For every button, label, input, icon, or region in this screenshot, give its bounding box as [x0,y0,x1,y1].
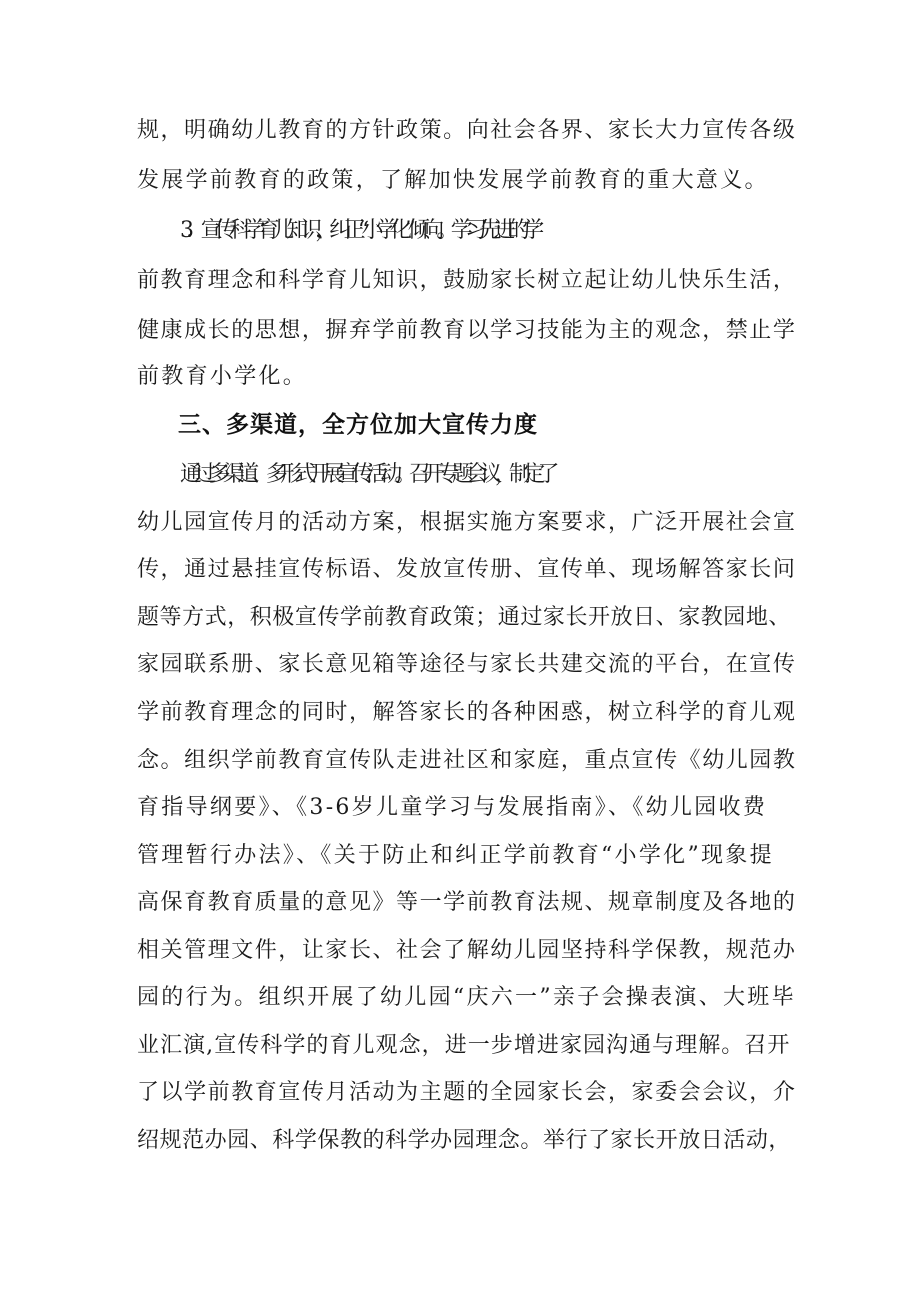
paragraph-line: 念。组织学前教育宣传队走进社区和家庭，重点宣传《幼儿园教 [137,748,797,773]
paragraph-line: 业汇演,宣传科学的育儿观念，进一步增进家园沟通与理解。召开 [137,1033,791,1058]
paragraph-line: 管理暂行办法》、《关于防止和纠正学前教育“小学化”现象提 [137,843,774,868]
paragraph-line: 育指导纲要》、《3-6岁儿童学习与发展指南》、《幼儿园收费 [137,795,768,820]
paragraph-line: 通过多渠道、多形式开展宣传活动。召开专题会议，制定了 [180,462,552,487]
paragraph-line: 前教育理念和科学育儿知识，鼓励家长树立起让幼儿快乐生活， [137,268,797,293]
paragraph-line: 幼儿园宣传月的活动方案，根据实施方案要求，广泛开展社会宣 [137,510,797,535]
paragraph-line: 园的行为。组织开展了幼儿园“庆六一”亲子会操表演、大班毕 [137,985,796,1010]
paragraph-line: 高保育教育质量的意见》等一学前教育法规、规章制度及各地的 [137,890,797,915]
paragraph-line: 绍规范办园、科学保教的科学办园理念。举行了家长开放日活动， [137,1128,791,1153]
section-heading: 三、多渠道，全方位加大宣传力度 [178,412,538,438]
paragraph-line: 3．宣传科学育儿知识，纠正“小学化”倾向。学习先进的学 [180,218,537,243]
paragraph-line: 题等方式，积极宣传学前教育政策；通过家长开放日、家教园地、 [137,605,791,630]
paragraph-line: 了以学前教育宣传月活动为主题的全园家长会，家委会会议，介 [137,1080,797,1105]
paragraph-line: 发展学前教育的政策，了解加快发展学前教育的重大意义。 [137,168,769,193]
paragraph-line: 家园联系册、家长意见箱等途径与家长共建交流的平台，在宣传 [137,652,797,677]
paragraph-line: 传，通过悬挂宣传标语、发放宣传册、宣传单、现场解答家长问 [137,557,797,582]
paragraph-line: 规，明确幼儿教育的方针政策。向社会各界、家长大力宣传各级 [137,118,797,143]
paragraph-line: 健康成长的思想，摒弃学前教育以学习技能为主的观念，禁止学 [137,318,797,343]
paragraph-line: 学前教育理念的同时，解答家长的各种困惑，树立科学的育儿观 [137,700,797,725]
paragraph-line: 前教育小学化。 [137,364,308,389]
paragraph-line: 相关管理文件，让家长、社会了解幼儿园坚持科学保教，规范办 [137,938,797,963]
